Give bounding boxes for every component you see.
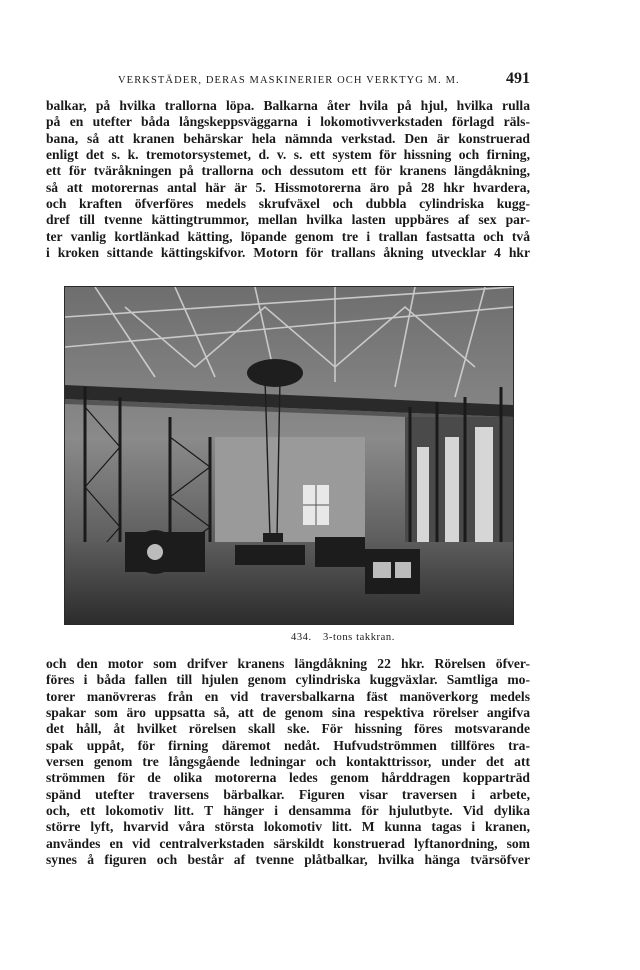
text-line: bana, så att kranen behärskar hela nämnda verkstad. Den är konstruerad: [46, 130, 530, 146]
text-line: versen genom tre långsgående ledningar och kontakttrissor, under det att: [46, 754, 530, 770]
text-line: och den motor som drifver kranens längdåkning 22 hkr. Rörelsen öfver-: [46, 656, 530, 671]
workshop-crane-photograph: [64, 286, 514, 625]
text-line: torer manövreras från en vid traversbalkarna fäst manöverkorg medels: [46, 688, 530, 704]
crane-photo-illustration: [65, 287, 513, 624]
text-line: spakar som äro uppsatta så, att de genom sina respektiva rörelser angifva: [46, 705, 530, 721]
text-line: det håll, åt hvilket rörelsen skall ske. För hissning föres motsvarande: [46, 721, 530, 737]
text-line: och kraften öfverföres medels skrufväxel och dubbla cylindriska kugg-: [46, 196, 530, 212]
text-line: spänd utefter traversens bärbalkar. Figuren visar traversen i arbete,: [46, 786, 530, 802]
text-line: balkar, på hvilka trallorna löpa. Balkarna åter hvila på hjul, hvilka rulla: [46, 98, 530, 113]
bottom-paragraph: [46, 656, 530, 868]
text-line: i kroken sittande kättingskifvor. Motorn för trallans åkning utvecklar 4 hkr: [46, 245, 530, 261]
running-title: VERKSTÄDER, DERAS MASKINERIER OCH VERKTYG M. M.: [118, 75, 460, 86]
text-line: ter vanlig kortlänkad kätting, löpande genom tre i trallan fastsatta och två: [46, 228, 530, 244]
figure-caption: [0, 632, 640, 643]
text-line: dref till tvenne kättingtrummor, mellan hvilka lasten uppbäres af sex par-: [46, 212, 530, 228]
text-line: på en utefter båda långskeppsväggarna i lokomotivverkstaden förlagd räls-: [46, 114, 530, 130]
figure-number: 434.: [290, 632, 312, 643]
text-line: och, ett lokomotiv litt. T hänger i densamma för hjulutbyte. Vid dylika: [46, 803, 530, 819]
top-paragraph: [46, 98, 530, 261]
figure-caption-text: 3-tons takkran.: [323, 632, 395, 643]
text-line: ett för tväråkningen på trallorna och dessutom ett för kranens längdåkning,: [46, 163, 530, 179]
text-line: så att motorernas antal här är 5. Hissmotorerna äro på 28 hkr hvardera,: [46, 179, 530, 195]
text-line: synes å figuren och består af tvenne plåtbalkar, hvilka hänga tvärsöfver: [46, 852, 530, 868]
text-line: enligt det s. k. tremotorsystemet, d. v. s. ett system för hissning och firning,: [46, 147, 530, 163]
page-number: 491: [506, 70, 530, 87]
text-line: större lyft, hvarvid våra största lokomotiv litt. M kunna tagas i kranen,: [46, 819, 530, 835]
text-line: användes en vid centralverkstaden särskildt konstruerad lyftanordning, som: [46, 835, 530, 851]
page-header: [46, 70, 530, 94]
text-line: strömmen för de olika motorerna ledes genom hårddragen kopparträd: [46, 770, 530, 786]
text-line: föres i båda fallen till hjulen genom cylindriska kuggväxlar. Samtliga mo-: [46, 672, 530, 688]
text-line: spak uppåt, för firning däremot nedåt. Hufvudströmmen tillföres tra-: [46, 737, 530, 753]
